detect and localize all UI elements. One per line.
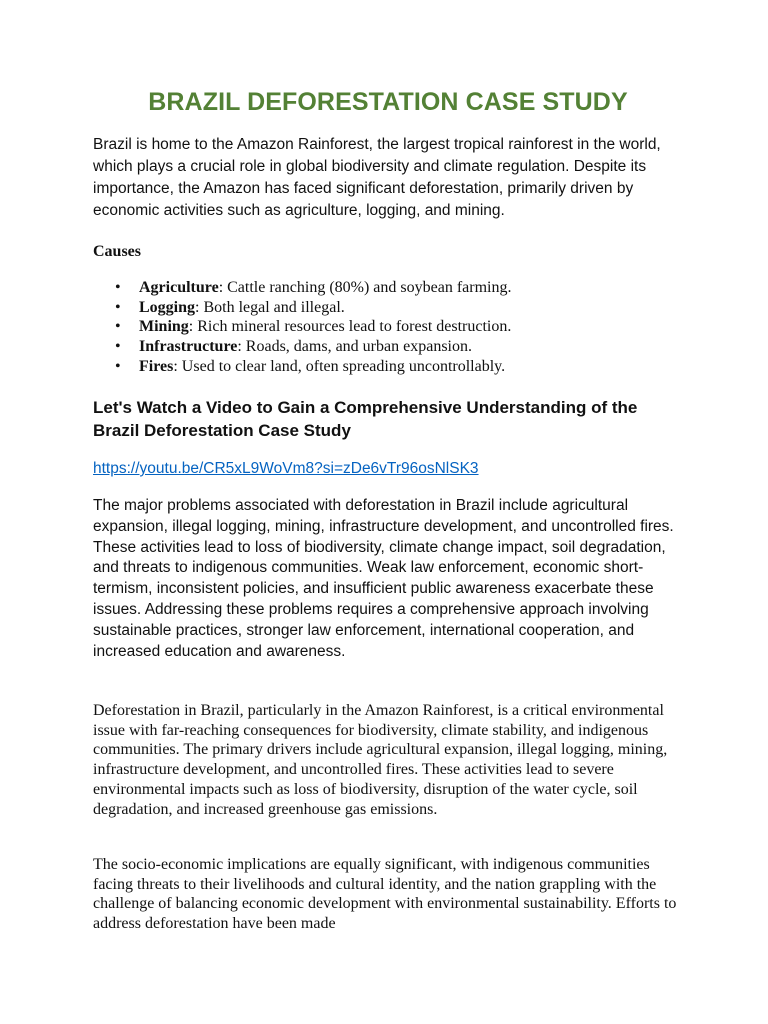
page-title: BRAZIL DEFORESTATION CASE STUDY xyxy=(148,88,628,116)
causes-list xyxy=(93,278,683,377)
deforestation-paragraph: Deforestation in Brazil, particularly in the Amazon Rainforest, is a critical environmental issue with far-reaching consequences for biodiversity, climate stability, and indigenous communities. The primary drivers include agricultural expansion, illegal logging, mining, infrastructure development, and uncontrolled fires. These activities lead to severe environmental impacts such as loss of biodiversity, disruption of the water cycle, soil degradation, and increased greenhouse gas emissions. xyxy=(93,702,668,818)
bullet-icon: • xyxy=(115,338,121,356)
cause-description: : Rich mineral resources lead to forest destruction. xyxy=(188,318,512,336)
intro-paragraph: Brazil is home to the Amazon Rainforest, the largest tropical rainforest in the world, which plays a crucial role in global biodiversity and climate regulation. Despite its importance, the Amazon has faced significant deforestation, primarily driven by economic activities such as agriculture, logging, and mining. xyxy=(93,136,661,219)
video-link[interactable]: https://youtu.be/CR5xL9WoVm8?si=zDe6vTr96osNlSK3 xyxy=(93,460,479,477)
socio-economic-paragraph: The socio-economic implications are equally significant, with indigenous communities facing threats to their livelihoods and cultural identity, and the nation grappling with the challenge of balancing economic development with environmental sustainability. Efforts to address deforestation have been made xyxy=(93,856,677,933)
cause-term: Fires xyxy=(139,357,174,375)
bullet-icon: • xyxy=(115,279,121,296)
list-item xyxy=(93,317,683,337)
cause-term: Mining xyxy=(139,318,189,336)
list-item xyxy=(93,337,683,357)
cause-description: : Both legal and illegal. xyxy=(195,298,345,316)
list-item xyxy=(93,278,683,298)
cause-description: : Cattle ranching (80%) and soybean farming. xyxy=(218,279,512,296)
list-item xyxy=(93,357,683,377)
bullet-icon: • xyxy=(115,318,121,336)
cause-term: Logging xyxy=(139,298,196,316)
list-item xyxy=(93,298,683,318)
bullet-icon: • xyxy=(115,357,121,375)
cause-term: Infrastructure xyxy=(139,338,238,356)
cause-description: : Used to clear land, often spreading uncontrollably. xyxy=(173,357,506,375)
bullet-icon: • xyxy=(115,298,121,316)
video-heading: Let's Watch a Video to Gain a Comprehensive Understanding of the Brazil Deforestation Case Study xyxy=(93,398,638,440)
cause-term: Agriculture xyxy=(139,279,219,296)
causes-heading: Causes xyxy=(93,243,142,260)
cause-description: : Roads, dams, and urban expansion. xyxy=(237,338,472,356)
problems-paragraph: The major problems associated with deforestation in Brazil include agricultural expansion, illegal logging, mining, infrastructure development, and uncontrolled fires. These activities lead to loss of biodiversity, climate change impact, soil degradation, and threats to indigenous communities. Weak law enforcement, economic short-termism, inconsistent policies, and insufficient public awareness exacerbate these issues. Addressing these problems requires a comprehensive approach involving sustainable practices, stronger law enforcement, international cooperation, and increased education and awareness. xyxy=(93,497,674,660)
